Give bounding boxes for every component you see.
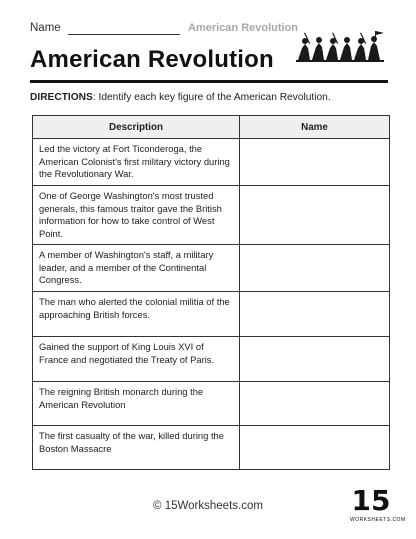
title-divider: [30, 80, 388, 83]
description-cell: The man who alerted the colonial militia of the approaching British forces.: [33, 292, 240, 337]
description-cell: Led the victory at Fort Ticonderoga, the American Colonist's first military victory during the Revolutionary War.: [33, 139, 240, 186]
table-row: [33, 139, 390, 186]
soldiers-silhouette-icon: [296, 30, 386, 64]
directions-text: : Identify each key figure of the American Revolution.: [92, 92, 331, 103]
directions-label: DIRECTIONS: [30, 92, 93, 103]
answer-cell[interactable]: [240, 337, 390, 382]
description-cell: Gained the support of King Louis XVI of France and negotiated the Treaty of Paris.: [33, 337, 240, 382]
answer-cell[interactable]: [240, 186, 390, 245]
table-row: [33, 337, 390, 382]
table-row: [33, 186, 390, 245]
logo-wordmark: WORKSHEETS.COM: [350, 517, 406, 523]
description-cell: A member of Washington's staff, a military leader, and a member of the Continental Congress.: [33, 245, 240, 292]
directions: [30, 92, 331, 103]
brand-logo: [350, 484, 406, 526]
name-label: Name: [30, 22, 61, 34]
description-cell: The reigning British monarch during the American Revolution: [33, 382, 240, 426]
header-subject: American Revolution: [188, 22, 299, 34]
description-cell: One of George Washington's most trusted generals, this famous traitor gave the British information for how to take control of West Point.: [33, 186, 240, 245]
key-figures-table: [32, 115, 390, 470]
description-cell: The first casualty of the war, killed during the Boston Massacre: [33, 426, 240, 470]
answer-cell[interactable]: [240, 292, 390, 337]
page-title: American Revolution: [30, 46, 274, 73]
answer-cell[interactable]: [240, 139, 390, 186]
table-header-row: [33, 116, 390, 139]
table-row: [33, 245, 390, 292]
name-header: Name: [240, 116, 390, 139]
description-header: Description: [33, 116, 240, 139]
answer-cell[interactable]: [240, 382, 390, 426]
footer-copyright: © 15Worksheets.com: [153, 500, 263, 512]
table-row: [33, 382, 390, 426]
answer-cell[interactable]: [240, 426, 390, 470]
name-blank-line[interactable]: [68, 34, 180, 35]
table-row: [33, 292, 390, 337]
table-row: [33, 426, 390, 470]
logo-number: 15: [351, 484, 391, 517]
answer-cell[interactable]: [240, 245, 390, 292]
